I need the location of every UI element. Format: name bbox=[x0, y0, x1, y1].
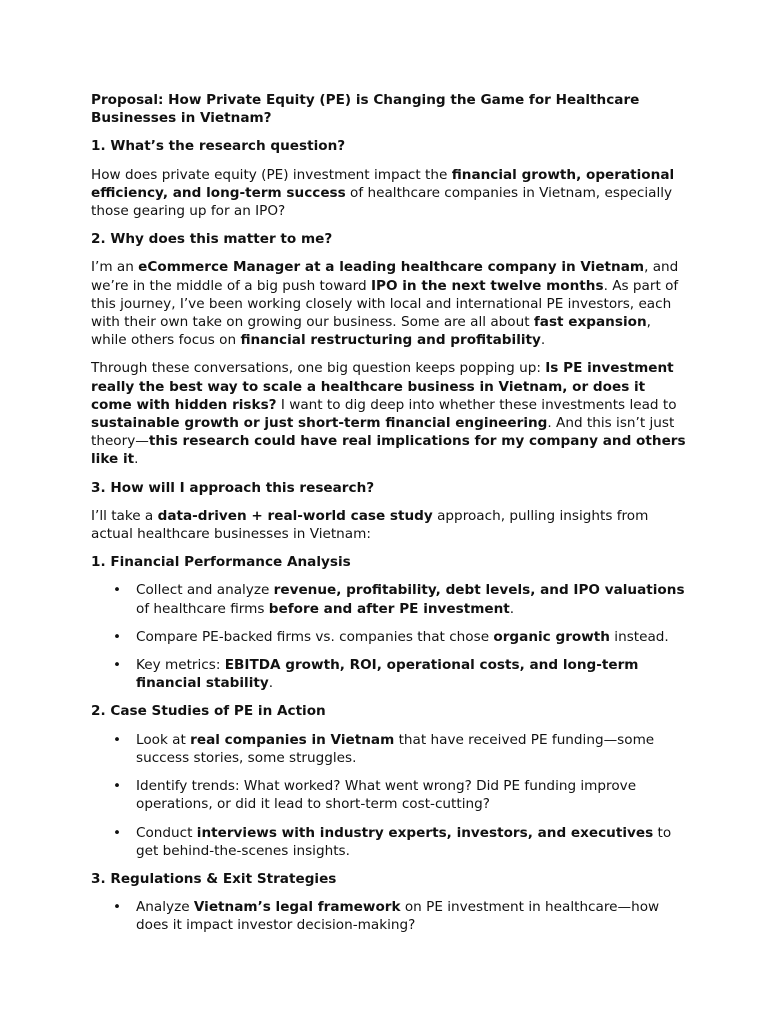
section-heading: 3. How will I approach this research? bbox=[91, 479, 375, 496]
subsection-heading: 1. Financial Performance Analysis bbox=[91, 554, 351, 571]
list-item-text: Compare PE-backed firms vs. companies that chose organic growth instead. bbox=[136, 628, 669, 645]
list-item bbox=[113, 628, 688, 646]
bold-text: Vietnam’s legal framework bbox=[193, 899, 401, 916]
subsection-heading: 2. Case Studies of PE in Action bbox=[91, 703, 326, 720]
paragraph: How does private equity (PE) investment impact the financial growth, operational efficiency, and long-term success of healthcare companies in Vietnam, especially those gearing up for an IPO? bbox=[91, 166, 675, 220]
bold-text: data-driven + real-world case study bbox=[157, 507, 433, 524]
list-item-text: Identify trends: What worked? What went wrong? Did PE funding improve operations, or did it lead to short-term cost-cutting? bbox=[136, 778, 637, 813]
bold-text: revenue, profitability, debt levels, and IPO valuations bbox=[273, 582, 685, 599]
bullet-icon: • bbox=[113, 657, 122, 674]
bold-text: organic growth bbox=[493, 628, 610, 645]
bold-text: before and after PE investment bbox=[268, 600, 510, 617]
list-item bbox=[113, 731, 688, 767]
bold-text: sustainable growth or just short-term financial engineering bbox=[91, 415, 548, 432]
paragraph: I’ll take a data-driven + real-world case study approach, pulling insights from actual healthcare businesses in Vietnam: bbox=[91, 507, 649, 543]
bold-text: IPO in the next twelve months bbox=[370, 277, 604, 294]
list-item bbox=[113, 824, 688, 860]
list-item-text: Key metrics: EBITDA growth, ROI, operational costs, and long-term financial stability. bbox=[136, 657, 639, 692]
paragraph: I’m an eCommerce Manager at a leading healthcare company in Vietnam, and we’re in the middle of a big push toward IPO in the next twelve months. As part of this journey, I’ve been working closely with local and international PE investors, each with their own take on growing our business. Some are all about fast expansion, while others focus on financial restructuring and profitability. bbox=[91, 259, 679, 349]
section-heading: 1. What’s the research question? bbox=[91, 138, 346, 155]
list-item-text: Look at real companies in Vietnam that have received PE funding—some success stories, some struggles. bbox=[136, 731, 655, 766]
bullet-icon: • bbox=[113, 628, 122, 645]
bullet-list bbox=[91, 898, 688, 934]
bold-text: this research could have real implications for my company and others like it bbox=[91, 433, 686, 468]
bold-text: fast expansion bbox=[533, 314, 647, 331]
subsection-heading: 3. Regulations & Exit Strategies bbox=[91, 870, 337, 887]
bullet-icon: • bbox=[113, 824, 122, 841]
list-item bbox=[113, 656, 688, 692]
bold-text: financial restructuring and profitability bbox=[240, 332, 541, 349]
bullet-icon: • bbox=[113, 582, 122, 599]
bold-text: EBITDA growth, ROI, operational costs, and long-term financial stability bbox=[136, 657, 639, 692]
bold-text: financial growth, operational efficiency, and long-term success bbox=[91, 166, 675, 201]
bullet-icon: • bbox=[113, 778, 122, 795]
bold-text: interviews with industry experts, investors, and executives bbox=[196, 824, 654, 841]
paragraph: Through these conversations, one big question keeps popping up: Is PE investment really the best way to scale a healthcare business in Vietnam, or does it come with hidden risks? I want to dig deep into whether these investments lead to sustainable growth or just short-term financial engineering. And this isn’t just theory—this research could have real implications for my company and others like it. bbox=[91, 360, 686, 468]
list-item-text: Analyze Vietnam’s legal framework on PE investment in healthcare—how does it impact investor decision-making? bbox=[136, 899, 660, 934]
bullet-icon: • bbox=[113, 731, 122, 748]
section-heading: 2. Why does this matter to me? bbox=[91, 231, 333, 248]
list-item bbox=[113, 581, 688, 617]
list-item-text: Collect and analyze revenue, profitability, debt levels, and IPO valuations of healthcare firms before and after PE investment. bbox=[136, 582, 685, 617]
list-item-text: Conduct interviews with industry experts, investors, and executives to get behind-the-scenes insights. bbox=[136, 824, 672, 859]
bold-text: real companies in Vietnam bbox=[190, 731, 395, 748]
bold-text: eCommerce Manager at a leading healthcare company in Vietnam bbox=[138, 259, 645, 276]
bold-text: Is PE investment really the best way to scale a healthcare business in Vietnam, or does it come with hidden risks? bbox=[91, 360, 674, 413]
bullet-icon: • bbox=[113, 899, 122, 916]
bullet-list bbox=[91, 731, 688, 860]
document-title: Proposal: How Private Equity (PE) is Changing the Game for Healthcare Businesses in Vietnam? bbox=[91, 92, 640, 127]
list-item bbox=[113, 777, 688, 813]
list-item bbox=[113, 898, 688, 934]
bullet-list bbox=[91, 581, 688, 692]
